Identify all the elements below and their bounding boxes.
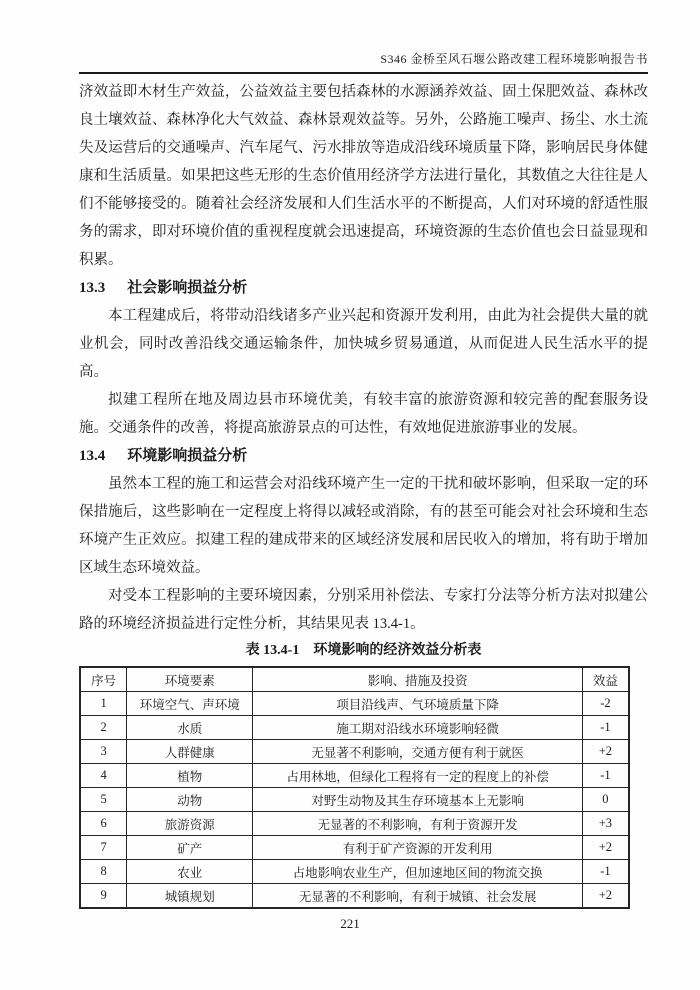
- col-header-impact: 影响、措施及投资: [253, 667, 582, 692]
- paragraph-analysis-method: 对受本工程影响的主要环境因素，分别采用补偿法、专家打分法等分析方法对拟建公路的环境经济损益进行定性分析，其结果见表 13.4-1。: [79, 588, 648, 632]
- table-caption-title: 环境影响的经济效益分析表: [313, 643, 482, 658]
- cell-impact: 无显著的不利影响，有利于资源开发: [253, 812, 582, 836]
- section-number: 13.3: [79, 280, 106, 296]
- cell-benefit: 0: [582, 788, 629, 812]
- section-number: 13.4: [79, 448, 106, 464]
- cell-benefit: -1: [582, 860, 629, 884]
- cell-factor: 动物: [127, 788, 253, 812]
- cell-index: 4: [80, 764, 127, 788]
- cell-factor: 农业: [127, 860, 253, 884]
- paragraph-tourism: 拟建工程所在地及周边县市环境优美，有较丰富的旅游资源和较完善的配套服务设施。交通条件的改善，将提高旅游景点的可达性，有效地促进旅游事业的发展。: [79, 392, 648, 436]
- cell-factor: 城镇规划: [127, 884, 253, 909]
- page-footer: [0, 916, 700, 932]
- section-heading-13-3: [79, 275, 648, 301]
- cell-benefit: +2: [582, 836, 629, 860]
- cell-index: 3: [80, 740, 127, 764]
- cell-impact: 施工期对沿线水环境影响轻微: [253, 716, 582, 740]
- table-row: [80, 764, 629, 788]
- report-title: S346 金桥至风石堰公路改建工程环境影响报告书: [380, 52, 648, 66]
- table-row: [80, 836, 629, 860]
- benefit-analysis-table: [79, 666, 630, 909]
- table-row: [80, 884, 629, 909]
- cell-impact: 无显著不利影响，交通方便有利于就医: [253, 740, 582, 764]
- page-header: [79, 50, 648, 74]
- cell-index: 2: [80, 716, 127, 740]
- paragraph-social-benefit: 本工程建成后，将带动沿线诸多产业兴起和资源开发利用，由此为社会提供大量的就业机会，同时改善沿线交通运输条件，加快城乡贸易通道，从而促进人民生活水平的提高。: [79, 308, 648, 380]
- cell-impact: 占用林地，但绿化工程将有一定的程度上的补偿: [253, 764, 582, 788]
- page-number: 221: [340, 916, 360, 931]
- cell-benefit: -2: [582, 692, 629, 716]
- table-row: [80, 692, 629, 716]
- table-row: [80, 812, 629, 836]
- cell-impact: 占地影响农业生产，但加速地区间的物流交换: [253, 860, 582, 884]
- table-row: [80, 788, 629, 812]
- cell-impact: 有利于矿产资源的开发利用: [253, 836, 582, 860]
- cell-factor: 环境空气、声环境: [127, 692, 253, 716]
- col-header-benefit: 效益: [582, 667, 629, 692]
- section-title: 环境影响损益分析: [127, 448, 248, 464]
- paragraph-env-benefit: 虽然本工程的施工和运营会对沿线环境产生一定的干扰和破坏影响，但采取一定的环保措施后，这些影响在一定程度上将得以减轻或消除，有的甚至可能会对社会环境和生态环境产生正效应。拟建工程的建成带来的区域经济发展和居民收入的增加，将有助于增加区域生态环境效益。: [79, 476, 648, 576]
- cell-factor: 人群健康: [127, 740, 253, 764]
- cell-benefit: -1: [582, 764, 629, 788]
- table-caption: [79, 641, 648, 661]
- cell-impact: 对野生动物及其生存环境基本上无影响: [253, 788, 582, 812]
- table-row: [80, 740, 629, 764]
- col-header-factor: 环境要素: [127, 667, 253, 692]
- cell-factor: 旅游资源: [127, 812, 253, 836]
- cell-index: 1: [80, 692, 127, 716]
- cell-factor: 矿产: [127, 836, 253, 860]
- table-row: [80, 716, 629, 740]
- col-header-index: 序号: [80, 667, 127, 692]
- table-caption-label: 表 13.4-1: [245, 643, 300, 658]
- cell-index: 6: [80, 812, 127, 836]
- section-title: 社会影响损益分析: [127, 280, 248, 296]
- cell-index: 7: [80, 836, 127, 860]
- cell-benefit: +2: [582, 740, 629, 764]
- cell-index: 9: [80, 884, 127, 909]
- cell-index: 5: [80, 788, 127, 812]
- cell-factor: 植物: [127, 764, 253, 788]
- cell-benefit: -1: [582, 716, 629, 740]
- cell-impact: 项目沿线声、气环境质量下降: [253, 692, 582, 716]
- cell-factor: 水质: [127, 716, 253, 740]
- table-header-row: [80, 667, 629, 692]
- cell-benefit: +2: [582, 884, 629, 909]
- section-heading-13-4: [79, 443, 648, 469]
- document-body: [79, 78, 648, 909]
- cell-impact: 无显著的不利影响，有利于城镇、社会发展: [253, 884, 582, 909]
- cell-index: 8: [80, 860, 127, 884]
- table-row: [80, 860, 629, 884]
- paragraph-forest-benefit: 济效益即木材生产效益，公益效益主要包括森林的水源涵养效益、固土保肥效益、森林改良土壤效益、森林净化大气效益、森林景观效益等。另外，公路施工噪声、扬尘、水土流失及运营后的交通噪声、汽车尾气、污水排放等造成沿线环境质量下降，影响居民身体健康和生活质量。如果把这些无形的生态价值用经济学方法进行量化，其数值之大往往是人们不能够接受的。随着社会经济发展和人们生活水平的不断提高，人们对环境的舒适性服务的需求，即对环境价值的重视程度就会迅速提高，环境资源的生态价值也会日益显现和积累。: [79, 84, 648, 268]
- cell-benefit: +3: [582, 812, 629, 836]
